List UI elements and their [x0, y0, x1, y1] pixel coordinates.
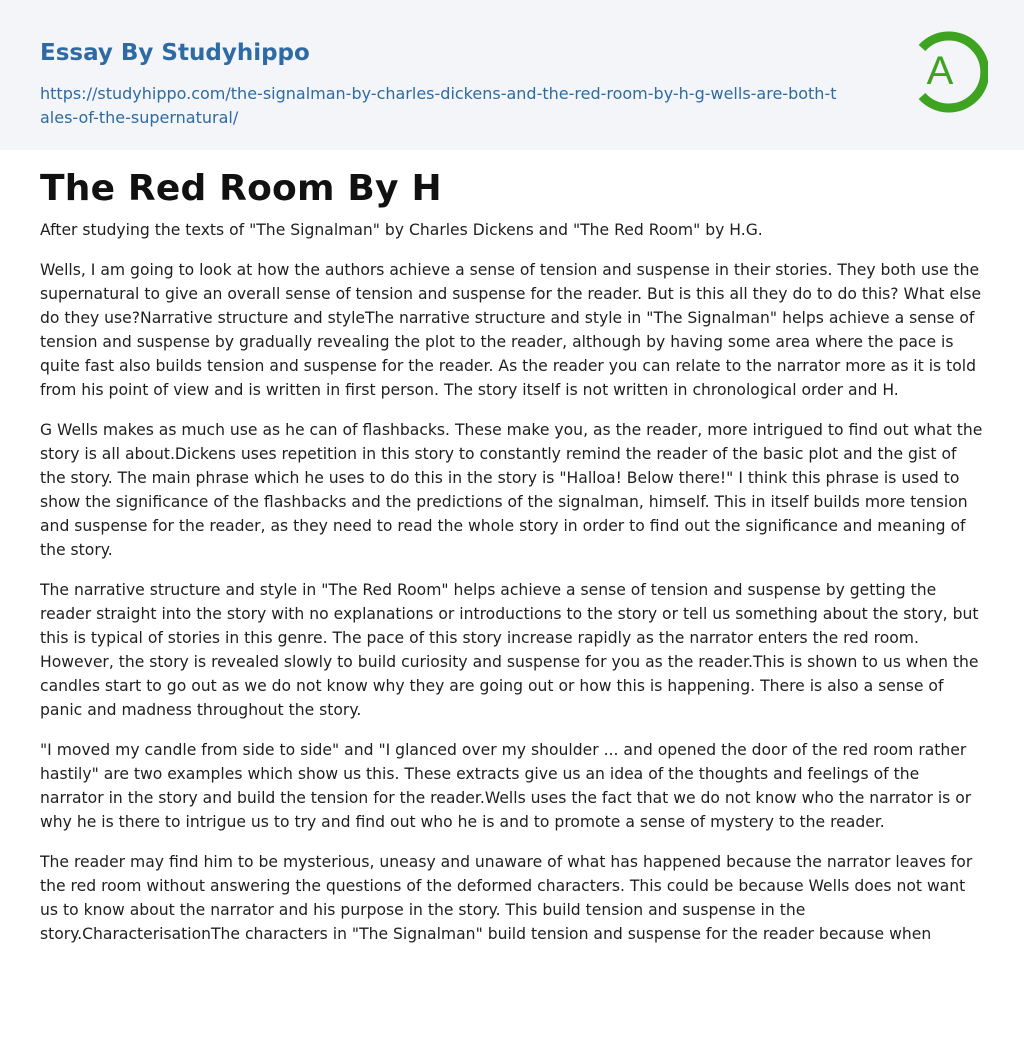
essay-title: The Red Room By H [40, 168, 442, 209]
essay-content [40, 162, 984, 962]
site-brand[interactable]: Essay By Studyhippo [40, 40, 310, 66]
essay-paragraph: "I moved my candle from side to side" and "I glanced over my shoulder ... and opened the door of the red room rather hastily" are two examples which show us this. These extracts give us an idea of the thoughts and feelings of the narrator in the story and build the tension for the reader.Wells uses the fact that we do not know who the narrator is or why he is there to intrigue us to try and find out who he is and to promote a sense of mystery to the reader. [40, 741, 972, 831]
studyhippo-logo-icon[interactable] [910, 28, 988, 116]
logo-letter: A [926, 49, 954, 93]
source-url-link[interactable]: https://studyhippo.com/the-signalman-by-charles-dickens-and-the-red-room-by-h-g-wells-are-both-tales-of-the-supernatural/ [40, 84, 837, 127]
essay-paragraph: After studying the texts of "The Signalman" by Charles Dickens and "The Red Room" by H.G. [40, 221, 763, 239]
essay-paragraph: The reader may find him to be mysterious, uneasy and unaware of what has happened because the narrator leaves for the red room without answering the questions of the deformed characters. This could be because Wells does not want us to know about the narrator and his purpose in the story. This build tension and suspense in the story.CharacterisationThe characters in "The Signalman" build tension and suspense for the reader because when [40, 853, 973, 943]
essay-paragraph: G Wells makes as much use as he can of flashbacks. These make you, as the reader, more intrigued to find out what the story is all about.Dickens uses repetition in this story to constantly remind the reader of the basic plot and the gist of the story. The main phrase which he uses to do this in the story is "Halloa! Below there!" I think this phrase is used to show the significance of the flashbacks and the predictions of the signalman, himself. This in itself builds more tension and suspense for the reader, as they need to read the whole story in order to find out the significance and meaning of the story. [40, 421, 983, 559]
essay-paragraph: Wells, I am going to look at how the authors achieve a sense of tension and suspense in their stories. They both use the supernatural to give an overall sense of tension and suspense for the reader. But is this all they do to do this? What else do they use?Narrative structure and styleThe narrative structure and style in "The Signalman" helps achieve a sense of tension and suspense by gradually revealing the plot to the reader, although by having some area where the pace is quite fast also builds tension and suspense for the reader. As the reader you can relate to the narrator more as it is told from his point of view and is written in first person. The story itself is not written in chronological order and H. [40, 261, 982, 399]
essay-paragraph: The narrative structure and style in "The Red Room" helps achieve a sense of tension and suspense by getting the reader straight into the story with no explanations or introductions to the story or tell us something about the story, but this is typical of stories in this genre. The pace of this story increase rapidly as the narrator enters the red room. However, the story is revealed slowly to build curiosity and suspense for you as the reader.This is shown to us when the candles start to go out as we do not know why they are going out or how this is happening. There is also a sense of panic and madness throughout the story. [40, 581, 979, 719]
site-header [0, 0, 1024, 150]
